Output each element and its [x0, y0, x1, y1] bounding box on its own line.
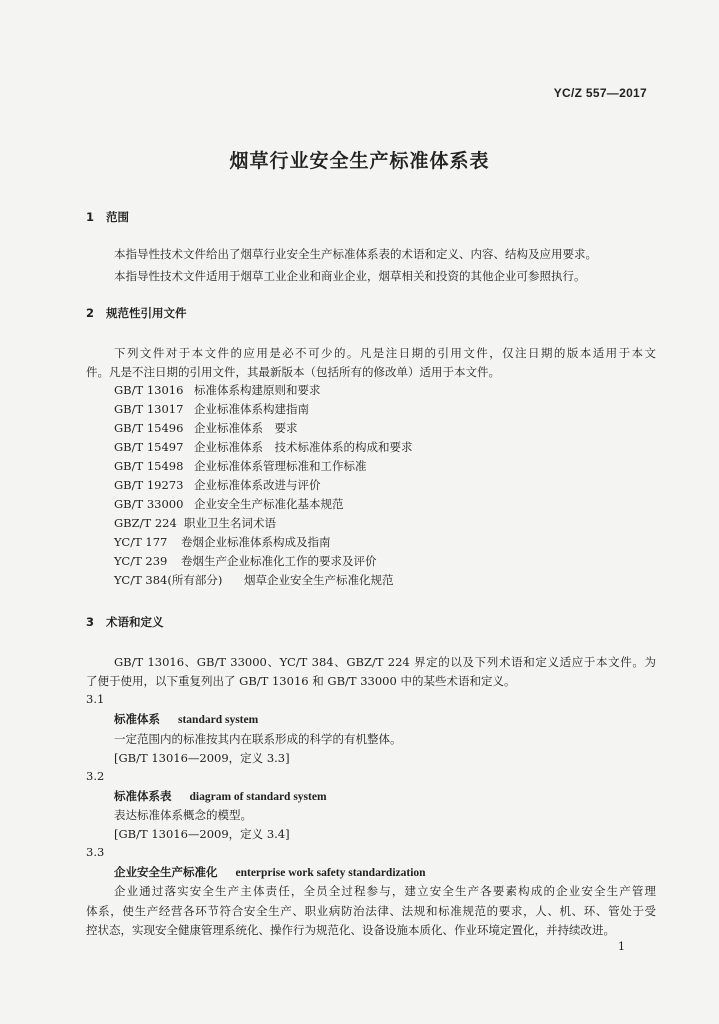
term-heading: [114, 864, 426, 880]
term-chinese: 企业安全生产标准化: [114, 865, 218, 879]
term-number: 3.2: [86, 769, 105, 783]
paragraph: 件。凡是不注日期的引用文件，其最新版本（包括所有的修改单）适用于本文件。: [86, 365, 500, 379]
page-number: 1: [618, 940, 625, 953]
reference-item: [114, 458, 367, 474]
term-heading: [114, 788, 327, 804]
term-chinese: 标准体系表: [114, 789, 172, 803]
reference-item: [114, 439, 413, 455]
term-chinese: 标准体系: [114, 712, 160, 726]
reference-code: GB/T 15497: [114, 440, 184, 454]
section-number: 1: [86, 210, 95, 224]
reference-title: 职业卫生名词术语: [184, 516, 276, 530]
reference-title: 企业标准体系 技术标准体系的构成和要求: [194, 440, 413, 454]
reference-title: 企业标准体系改进与评价: [194, 478, 321, 492]
reference-code: GB/T 19273: [114, 478, 184, 492]
reference-title: 卷烟生产企业标准化工作的要求及评价: [181, 554, 377, 568]
section-2-heading: [86, 305, 187, 321]
section-1-heading: [86, 209, 129, 225]
reference-code: GB/T 33000: [114, 497, 184, 511]
term-number: 3.3: [86, 845, 105, 859]
term-english: enterprise work safety standardization: [235, 867, 426, 879]
term-definition: 表达标准体系概念的模型。: [114, 808, 252, 822]
section-title: 范围: [106, 210, 129, 224]
term-number: 3.1: [86, 692, 105, 706]
paragraph: 下列文件对于本文件的应用是必不可少的。凡是注日期的引用文件，仅注日期的版本适用于本文: [114, 346, 656, 360]
term-definition: 企业通过落实安全生产主体责任，全员全过程参与，建立安全生产各要素构成的企业安全生产管理: [114, 884, 656, 898]
reference-code: GB/T 13017: [114, 402, 184, 416]
reference-item: [114, 572, 394, 588]
reference-code: GB/T 13016: [114, 383, 184, 397]
reference-item: [114, 382, 321, 398]
standard-code: YC/Z 557—2017: [553, 86, 647, 100]
term-definition: 一定范围内的标准按其内在联系形成的科学的有机整体。: [114, 732, 402, 746]
reference-code: YC/T 384(所有部分): [114, 573, 223, 587]
reference-code: GB/T 15496: [114, 421, 184, 435]
reference-code: YC/T 239: [114, 554, 168, 568]
reference-code: GB/T 15498: [114, 459, 184, 473]
term-english: diagram of standard system: [189, 791, 327, 803]
section-title: 术语和定义: [106, 615, 164, 629]
reference-item: [114, 496, 344, 512]
term-source: [GB/T 13016—2009，定义 3.4]: [114, 827, 290, 841]
reference-code: YC/T 177: [114, 535, 168, 549]
reference-item: [114, 477, 321, 493]
term-definition: 体系，使生产经营各环节符合安全生产、职业病防治法律、法规和标准规范的要求，人、机、环、管处于受: [86, 904, 656, 918]
section-title: 规范性引用文件: [106, 306, 187, 320]
reference-title: 标准体系构建原则和要求: [194, 383, 321, 397]
section-number: 2: [86, 306, 95, 320]
reference-item: [114, 553, 377, 569]
term-heading: [114, 711, 258, 727]
document-title: 烟草行业安全生产标准体系表: [229, 150, 490, 172]
reference-title: 企业标准体系 要求: [194, 421, 298, 435]
reference-title: 烟草企业安全生产标准化规范: [244, 573, 394, 587]
reference-item: [114, 515, 276, 531]
reference-item: [114, 420, 298, 436]
reference-title: 企业标准体系构建指南: [194, 402, 309, 416]
section-number: 3: [86, 615, 95, 629]
reference-code: GBZ/T 224: [114, 516, 177, 530]
reference-title: 企业标准体系管理标准和工作标准: [194, 459, 367, 473]
reference-title: 卷烟企业标准体系构成及指南: [181, 535, 331, 549]
term-definition: 控状态，实现安全健康管理系统化、操作行为规范化、设备设施本质化、作业环境定置化，并持续改进。: [86, 923, 615, 937]
paragraph: 了便于使用，以下重复列出了 GB/T 13016 和 GB/T 33000 中的某些术语和定义。: [86, 674, 516, 688]
paragraph: 本指导性技术文件适用于烟草工业企业和商业企业，烟草相关和投资的其他企业可参照执行。: [114, 269, 586, 283]
term-source: [GB/T 13016—2009，定义 3.3]: [114, 751, 290, 765]
reference-title: 企业安全生产标准化基本规范: [194, 497, 344, 511]
reference-item: [114, 534, 331, 550]
paragraph: GB/T 13016、GB/T 33000、YC/T 384、GBZ/T 224 界定的以及下列术语和定义适应于本文件。为: [114, 655, 656, 669]
term-english: standard system: [178, 714, 259, 726]
reference-item: [114, 401, 309, 417]
section-3-heading: [86, 614, 164, 630]
paragraph: 本指导性技术文件给出了烟草行业安全生产标准体系表的术语和定义、内容、结构及应用要求。: [114, 247, 597, 261]
